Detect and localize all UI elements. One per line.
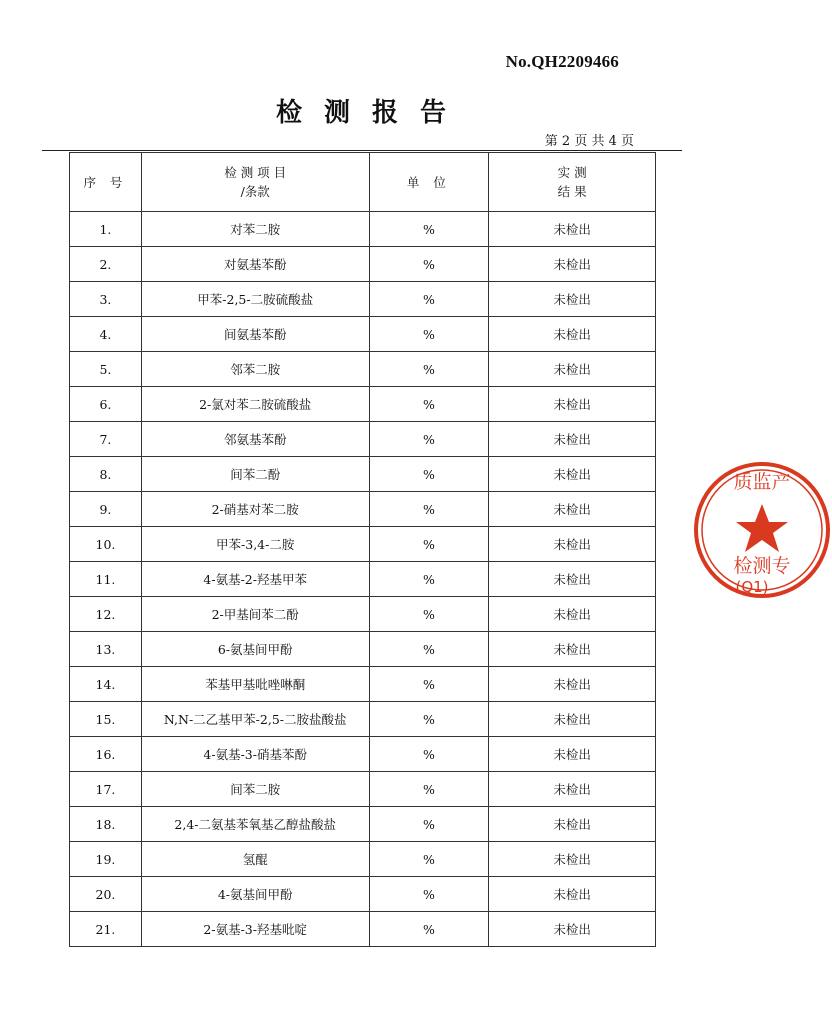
cell-result: 未检出: [489, 597, 656, 632]
header-item-line2: /条款: [240, 184, 270, 199]
cell-unit: %: [369, 562, 489, 597]
table-row: [70, 387, 656, 422]
table-row: [70, 877, 656, 912]
report-number: No.QH2209466: [505, 52, 619, 71]
cell-result: 未检出: [489, 492, 656, 527]
cell-no: 18.: [70, 807, 142, 842]
table-row: [70, 352, 656, 387]
table-row: [70, 912, 656, 947]
cell-unit: %: [369, 212, 489, 247]
header-unit: [369, 153, 489, 212]
table-row: [70, 702, 656, 737]
cell-result: 未检出: [489, 737, 656, 772]
cell-unit: %: [369, 807, 489, 842]
cell-no: 11.: [70, 562, 142, 597]
table-row: [70, 632, 656, 667]
table-row: [70, 422, 656, 457]
header-divider: [42, 150, 682, 151]
cell-unit: %: [369, 352, 489, 387]
table-row: [70, 492, 656, 527]
cell-item: 苯基甲基吡唑啉酮: [141, 667, 369, 702]
cell-result: 未检出: [489, 632, 656, 667]
cell-unit: %: [369, 702, 489, 737]
cell-item: 4-氨基-2-羟基甲苯: [141, 562, 369, 597]
header-result: [489, 153, 656, 212]
cell-unit: %: [369, 247, 489, 282]
cell-result: 未检出: [489, 912, 656, 947]
cell-unit: %: [369, 492, 489, 527]
cell-no: 5.: [70, 352, 142, 387]
cell-item: 2-氯对苯二胺硫酸盐: [141, 387, 369, 422]
cell-unit: %: [369, 772, 489, 807]
cell-unit: %: [369, 632, 489, 667]
header-no: [70, 153, 142, 212]
cell-no: 4.: [70, 317, 142, 352]
cell-unit: %: [369, 667, 489, 702]
results-table: [69, 152, 656, 947]
table-header-row: [70, 153, 656, 212]
cell-item: 对苯二胺: [141, 212, 369, 247]
cell-unit: %: [369, 387, 489, 422]
header-item-line1: 检 测 项 目: [224, 165, 287, 180]
header-result-line1: 实 测: [557, 165, 587, 180]
cell-item: 甲苯-3,4-二胺: [141, 527, 369, 562]
cell-result: 未检出: [489, 877, 656, 912]
cell-result: 未检出: [489, 667, 656, 702]
cell-no: 13.: [70, 632, 142, 667]
cell-result: 未检出: [489, 562, 656, 597]
cell-item: 4-氨基间甲酚: [141, 877, 369, 912]
cell-result: 未检出: [489, 422, 656, 457]
cell-result: 未检出: [489, 772, 656, 807]
cell-result: 未检出: [489, 282, 656, 317]
header-result-line2: 结 果: [557, 184, 587, 199]
cell-item: 2-氨基-3-羟基吡啶: [141, 912, 369, 947]
seal-text-top: 质监产: [733, 471, 791, 493]
cell-no: 12.: [70, 597, 142, 632]
star-icon: [736, 504, 788, 552]
cell-result: 未检出: [489, 527, 656, 562]
cell-item: 2-甲基间苯二酚: [141, 597, 369, 632]
cell-item: 间氨基苯酚: [141, 317, 369, 352]
cell-result: 未检出: [489, 317, 656, 352]
cell-unit: %: [369, 912, 489, 947]
cell-result: 未检出: [489, 457, 656, 492]
page-indicator: 第 2 页 共 4 页: [544, 134, 634, 149]
cell-result: 未检出: [489, 352, 656, 387]
cell-no: 21.: [70, 912, 142, 947]
cell-unit: %: [369, 527, 489, 562]
cell-no: 20.: [70, 877, 142, 912]
cell-result: 未检出: [489, 842, 656, 877]
header-unit-label: 单 位: [406, 174, 451, 190]
cell-no: 2.: [70, 247, 142, 282]
cell-no: 15.: [70, 702, 142, 737]
seal-text-bottom: 检测专: [733, 555, 791, 577]
table-row: [70, 317, 656, 352]
cell-result: 未检出: [489, 702, 656, 737]
cell-no: 3.: [70, 282, 142, 317]
cell-item: 对氨基苯酚: [141, 247, 369, 282]
cell-result: 未检出: [489, 387, 656, 422]
seal-text-code: (Q1): [735, 578, 769, 596]
table-row: [70, 667, 656, 702]
cell-item: 4-氨基-3-硝基苯酚: [141, 737, 369, 772]
cell-result: 未检出: [489, 247, 656, 282]
table-row: [70, 737, 656, 772]
cell-no: 16.: [70, 737, 142, 772]
table-row: [70, 772, 656, 807]
cell-unit: %: [369, 282, 489, 317]
cell-no: 17.: [70, 772, 142, 807]
table-row: [70, 212, 656, 247]
page-title: 检测报告: [275, 98, 468, 128]
official-seal-stamp: [692, 460, 832, 600]
header-item: [141, 153, 369, 212]
table-row: [70, 527, 656, 562]
cell-result: 未检出: [489, 212, 656, 247]
cell-no: 19.: [70, 842, 142, 877]
cell-item: 氢醌: [141, 842, 369, 877]
table-row: [70, 457, 656, 492]
cell-result: 未检出: [489, 807, 656, 842]
table-row: [70, 282, 656, 317]
cell-unit: %: [369, 457, 489, 492]
cell-item: 间苯二胺: [141, 772, 369, 807]
cell-unit: %: [369, 597, 489, 632]
cell-item: 邻氨基苯酚: [141, 422, 369, 457]
cell-no: 6.: [70, 387, 142, 422]
table-row: [70, 597, 656, 632]
cell-item: 甲苯-2,5-二胺硫酸盐: [141, 282, 369, 317]
cell-item: 6-氨基间甲酚: [141, 632, 369, 667]
cell-no: 7.: [70, 422, 142, 457]
cell-item: 邻苯二胺: [141, 352, 369, 387]
cell-no: 14.: [70, 667, 142, 702]
cell-unit: %: [369, 317, 489, 352]
cell-item: N,N-二乙基甲苯-2,5-二胺盐酸盐: [141, 702, 369, 737]
table-row: [70, 562, 656, 597]
header-no-label: 序 号: [83, 174, 128, 190]
table-row: [70, 807, 656, 842]
cell-item: 2-硝基对苯二胺: [141, 492, 369, 527]
table-row: [70, 247, 656, 282]
cell-unit: %: [369, 737, 489, 772]
cell-unit: %: [369, 422, 489, 457]
cell-unit: %: [369, 842, 489, 877]
cell-unit: %: [369, 877, 489, 912]
table-row: [70, 842, 656, 877]
cell-no: 10.: [70, 527, 142, 562]
cell-no: 8.: [70, 457, 142, 492]
cell-item: 间苯二酚: [141, 457, 369, 492]
cell-no: 1.: [70, 212, 142, 247]
cell-no: 9.: [70, 492, 142, 527]
cell-item: 2,4-二氨基苯氧基乙醇盐酸盐: [141, 807, 369, 842]
